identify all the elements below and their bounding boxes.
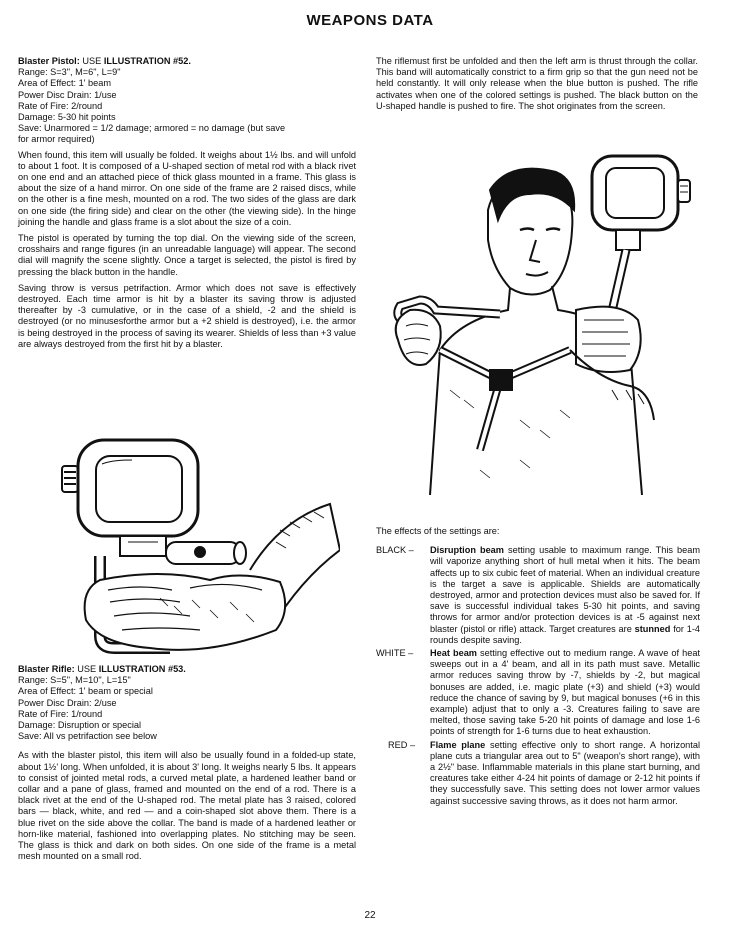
rifle-stat: Save: All vs petrifaction see below bbox=[18, 731, 157, 742]
effects-intro: The effects of the settings are: bbox=[376, 526, 500, 536]
setting-description bbox=[430, 740, 700, 807]
setting-name: Disruption beam bbox=[430, 545, 504, 556]
rifle-heading bbox=[18, 664, 356, 675]
setting-label: RED – bbox=[388, 739, 416, 750]
setting-text: setting usable to maximum range. This beam will vaporize anything short of hull metal when it hits. The beam affects up to six cubic feet of material. When an individual creature is the target a save is applicable. Shields are automatically destroyed, armor and protection devices must also be saved for. If save is successful individual takes 5-30 hit points, and saving throws for armor and/or protection devices is at -5 against next blaster (pistol or rifle) attack. Target creatures are bbox=[430, 545, 700, 634]
pistol-stat: Power Disc Drain: 1/use bbox=[18, 89, 117, 100]
rifle-illustration-ref: ILLUSTRATION #53. bbox=[98, 664, 186, 674]
pistol-stat: Save: Unarmored = 1/2 damage; armored = no damage (but save bbox=[18, 123, 286, 134]
blaster-rifle-illustration bbox=[380, 150, 710, 495]
rifle-stat: Area of Effect: 1' beam or special bbox=[18, 686, 153, 697]
setting-text: setting effective only to short range. A horizontal plane cuts a triangular area out to 5" (weapon's short range), with a 2½" base. Inflammable materials in this plane start burning, and creatures take either 4-24 hit points of damage or 2-12 hit points if they successfully save. This setting does not lower armor values against successive saving throws, as it does not harm armor. bbox=[430, 739, 700, 806]
setting-bold-term: stunned bbox=[634, 623, 671, 634]
rifle-section bbox=[18, 664, 356, 867]
pistol-section bbox=[18, 56, 356, 355]
setting-label: WHITE – bbox=[376, 648, 414, 659]
setting-description bbox=[430, 648, 700, 738]
pistol-stat: Rate of Fire: 2/round bbox=[18, 100, 103, 111]
rifle-stat: Range: S=5", M=10", L=15" bbox=[18, 675, 131, 686]
rifle-continued-section bbox=[376, 56, 698, 117]
pistol-stat: Damage: 5-30 hit points bbox=[18, 112, 116, 123]
pistol-illustration-ref: ILLUSTRATION #52. bbox=[103, 56, 191, 66]
rifle-use: USE bbox=[77, 664, 97, 674]
setting-label: BLACK – bbox=[376, 545, 414, 556]
blaster-pistol-illustration bbox=[40, 430, 340, 662]
page-number: 22 bbox=[364, 910, 376, 921]
rifle-paragraph: As with the blaster pistol, this item will also be usually found in a folded-up state, about 1½' long. When unfolded, it is about 3' long. It weighs nearly 5 lbs. It appears to consist of jointed metal rods, a curved metal plate, a hardened leather band or collar and a pane of glass, framed and mounted on the end of a rod. There is a black rivet at the end of the U-shaped rod. The metal plate has 3 raised, colored bars — black, white, and red — and a coin-shaped slot above them. There is a blue rivet on the side above the collar. The band is made of a hardened leather or horn-like material, fashioned into overlapping plates. No stitching may be seen. The glass is thick and dark on both sides. On one side of the frame is a metal mesh mounted on a small rod. bbox=[18, 750, 356, 862]
setting-text: for 1-4 rounds despite saving. bbox=[430, 623, 701, 645]
pistol-stat: Area of Effect: 1' beam bbox=[18, 78, 112, 89]
rifle-stats bbox=[18, 664, 356, 742]
setting-black bbox=[376, 545, 700, 646]
page-title: WEAPONS DATA bbox=[306, 12, 434, 29]
setting-red bbox=[376, 740, 700, 807]
setting-white bbox=[376, 648, 700, 738]
setting-description bbox=[430, 545, 700, 646]
pistol-paragraph: The pistol is operated by turning the top dial. On the viewing side of the screen, crosshairs and range figures (in an unreadable language) will appear. The second dial will magnify the scene slightly. Once a target is selected, the pistol is fired by pressing the black button in the handle. bbox=[18, 233, 356, 277]
pistol-heading bbox=[18, 56, 356, 67]
settings-section bbox=[376, 526, 700, 809]
setting-text: setting effective out to medium range. A wave of heat sweeps out in a 4' beam, and all in its path must save. Metallic armor reduces saving throw by -7, shields by -2, but magical bonuses are added, i.e. magic plate (+3) and shield (+3) would reduce the chance of saving by 9, but magical bonuses (+6 in this example) adjust that to only a -3. Creatures failing to save are melted, those saving take 5-20 hit points of damage and lose 1-6 points of strength for 1-6 turns due to heat exhaustion. bbox=[430, 648, 700, 737]
pistol-use: USE bbox=[82, 56, 102, 66]
pistol-stat: Range: S=3", M=6", L=9" bbox=[18, 67, 121, 78]
setting-name: Heat beam bbox=[430, 648, 477, 659]
pistol-stat: for armor required) bbox=[18, 134, 95, 145]
rifle-stat: Rate of Fire: 1/round bbox=[18, 708, 103, 719]
pistol-name: Blaster Pistol: bbox=[18, 56, 80, 66]
pistol-stats bbox=[18, 56, 356, 146]
pistol-paragraph: When found, this item will usually be folded. It weighs about 1½ lbs. and will unfold to about 1 foot. It is composed of a U-shaped section of metal rod with a black rivet on one end and an attached piece of thick glass mounted in a frame. This glass is about the size of a hand mirror. On one side of the frame are 2 raised discs, while on the other is a fine mesh, mounted on a rod. The two sides of the glass are dark on one side (the firing side) and clear on the other (the viewing side). In the hinge joining the handle and glass frame is a slot about the size of a coin. bbox=[18, 149, 356, 227]
rifle-name: Blaster Rifle: bbox=[18, 664, 75, 674]
rifle-stat: Damage: Disruption or special bbox=[18, 720, 142, 731]
rifle-stat: Power Disc Drain: 2/use bbox=[18, 697, 117, 708]
setting-name: Flame plane bbox=[430, 739, 486, 750]
rifle-operation-paragraph: The riflemust first be unfolded and then the left arm is thrust through the collar. This band will automatically constrict to a firm grip so that the gun need not be held constantly. It will only release when the blue button is pushed. The rifle activates when one of the colored settings is pushed. The black button on the U-shaped handle is pushed to fire. The shot originates from the screen. bbox=[376, 56, 698, 111]
pistol-paragraph: Saving throw is versus petrifaction. Armor which does not save is effectively destroyed. Each time armor is hit by a blaster its saving throw is adjusted thereafter by -3 cumulative, or in the case of a shield, -2 and the shield is destroyed (or no minusesforthe armor but a +2 shield is destroyed), i.e. the armor is being destroyed in the process of saving its wearer. Shields of less than +3 value are always destroyed from the first hit by a blaster. bbox=[18, 282, 356, 349]
